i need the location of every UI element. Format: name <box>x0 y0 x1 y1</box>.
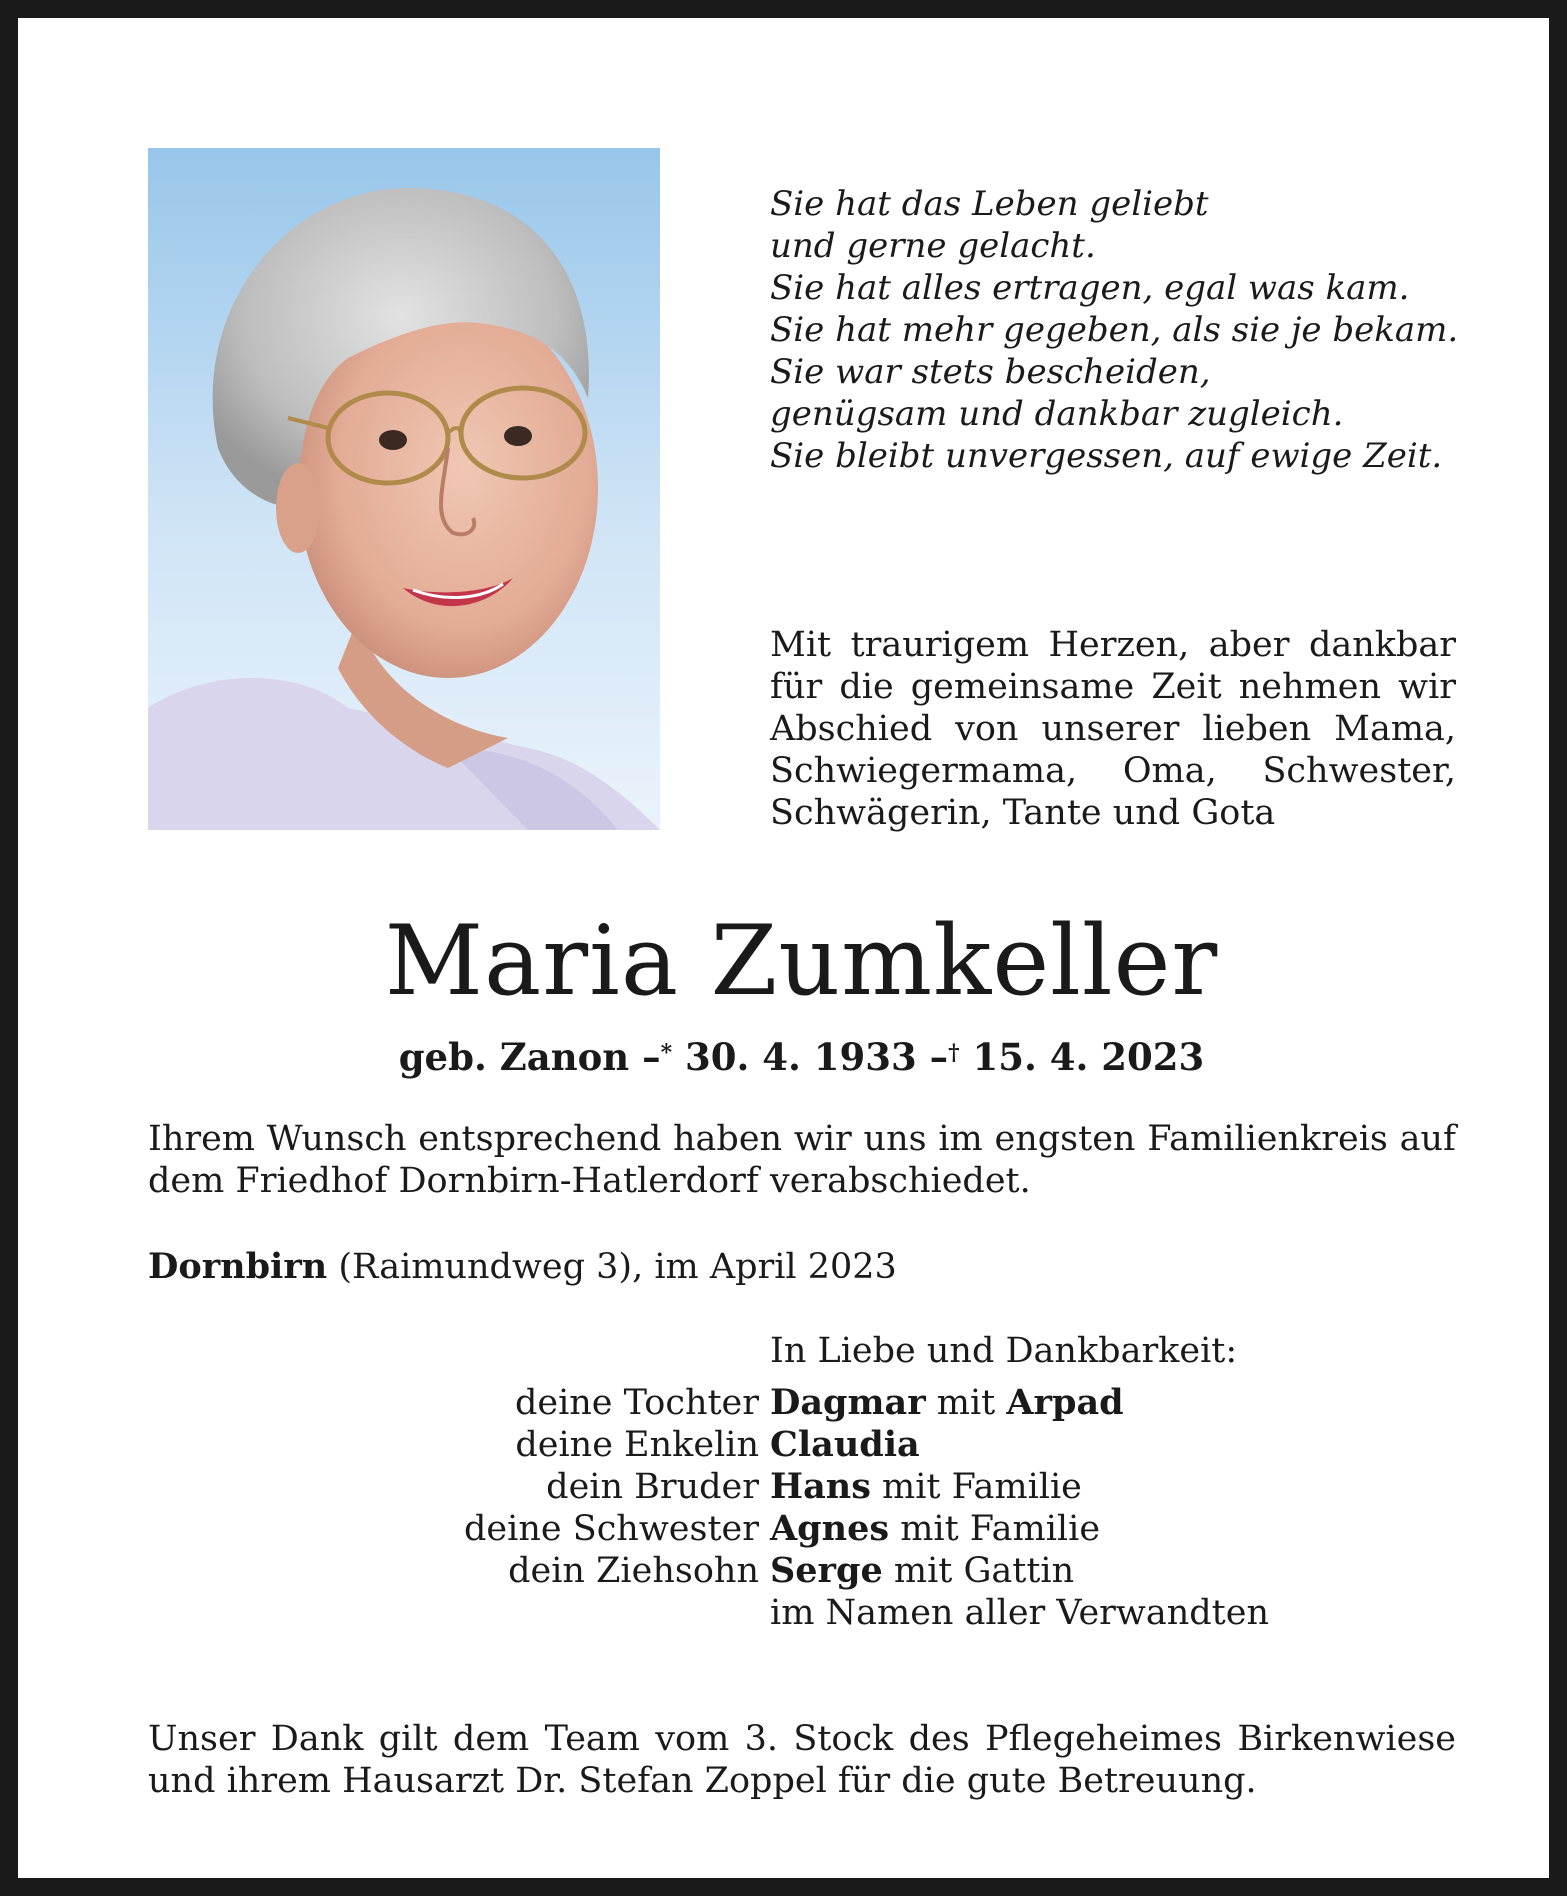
family-connector: mit <box>936 1383 996 1423</box>
family-name: Serge <box>770 1550 883 1591</box>
poem <box>770 183 1470 477</box>
family-member <box>770 1508 1100 1550</box>
family-suffix: mit Gattin <box>893 1551 1075 1591</box>
family-suffix: mit Familie <box>900 1509 1101 1549</box>
family-member <box>770 1550 1074 1592</box>
family-name: Agnes <box>770 1508 890 1549</box>
family-row <box>18 1424 1567 1466</box>
family-suffix: mit Familie <box>882 1467 1082 1507</box>
poem-line: Sie bleibt unvergessen, auf ewige Zeit. <box>770 436 1443 476</box>
family-row <box>18 1466 1567 1508</box>
death-symbol: † <box>948 1040 960 1066</box>
poem-line: Sie hat das Leben geliebt <box>770 184 1209 224</box>
intro-text: Mit traurigem Herzen, aber dankbar für die gemeinsame Zeit nehmen wir Abschied von unserer lieben Mama, Schwiegermama, Oma, Schwester, Schwägerin, Tante und Gota <box>770 625 1456 833</box>
family-row <box>18 1550 1567 1592</box>
portrait-photo <box>148 148 660 830</box>
date-separator: – <box>642 1035 661 1079</box>
family-name: Claudia <box>770 1424 920 1465</box>
family-member <box>770 1424 920 1466</box>
place-address: (Raimundweg 3), im April 2023 <box>338 1247 897 1287</box>
family-list <box>18 1382 1567 1634</box>
poem-line: und gerne gelacht. <box>770 226 1096 266</box>
family-member <box>770 1592 1269 1634</box>
family-row <box>18 1382 1567 1424</box>
birth-symbol: * <box>660 1040 673 1066</box>
signoff: In Liebe und Dankbarkeit: <box>770 1331 1238 1371</box>
thanks-text: Unser Dank gilt dem Team vom 3. Stock des Pflegeheimes Birkenwiese und ihrem Hausarzt Dr. Stefan Zoppel für die gute Betreuung. <box>148 1719 1456 1801</box>
birth-date: 30. 4. 1933 <box>685 1035 917 1079</box>
poem-line: Sie hat mehr gegeben, als sie je bekam. <box>770 310 1459 350</box>
maiden-name: geb. Zanon <box>398 1035 630 1079</box>
family-relation: deine Schwester <box>464 1509 759 1549</box>
family-relation: deine Tochter <box>514 1383 759 1423</box>
date-separator: – <box>929 1035 949 1079</box>
family-name-2: Arpad <box>1006 1382 1124 1423</box>
family-name: Hans <box>770 1466 871 1507</box>
family-relation: dein Ziehsohn <box>508 1551 759 1591</box>
death-date: 15. 4. 2023 <box>972 1035 1205 1079</box>
family-member <box>770 1382 1124 1424</box>
family-row <box>18 1592 1567 1634</box>
poem-line: Sie hat alles ertragen, egal was kam. <box>770 268 1410 308</box>
poem-line: Sie war stets bescheiden, <box>770 352 1211 392</box>
family-name: Dagmar <box>770 1382 926 1423</box>
place-date-line <box>148 1246 897 1288</box>
deceased-name: Maria Zumkeller <box>384 905 1219 1017</box>
family-suffix: im Namen aller Verwandten <box>770 1593 1269 1633</box>
farewell-notice: Ihrem Wunsch entsprechend haben wir uns im engsten Familienkreis auf dem Friedhof Dornbirn-Hatlerdorf verabschiedet. <box>148 1119 1456 1201</box>
place-city: Dornbirn <box>148 1246 328 1287</box>
family-row <box>18 1508 1567 1550</box>
family-relation: dein Bruder <box>546 1467 759 1507</box>
life-dates <box>18 1034 1567 1080</box>
family-member <box>770 1466 1082 1508</box>
family-relation: deine Enkelin <box>515 1425 759 1465</box>
poem-line: genügsam und dankbar zugleich. <box>770 394 1344 434</box>
